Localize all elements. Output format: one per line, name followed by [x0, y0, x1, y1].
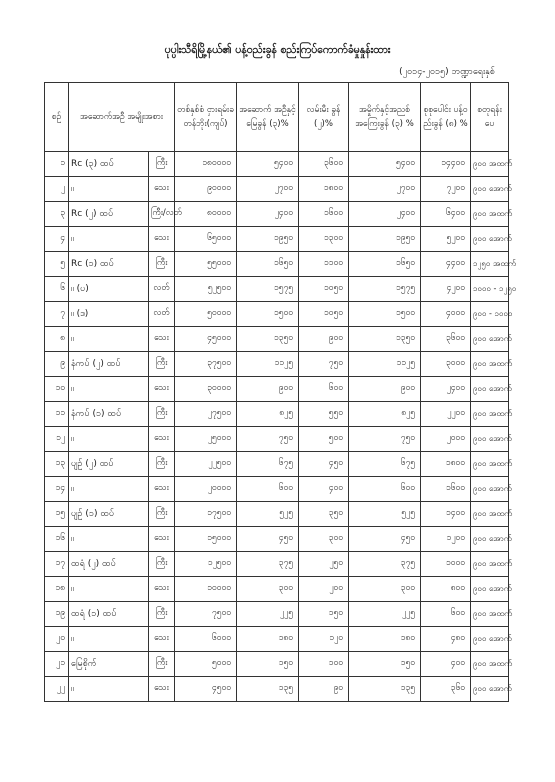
cell-square-feet: ၉၀၀ အထက်	[471, 352, 509, 377]
cell-serial: ၂၂	[45, 677, 69, 702]
cell-size-class: သေး	[149, 377, 175, 402]
cell-conservancy-tax: ၉၀၀	[349, 377, 421, 402]
cell-total-tax: ၅၂၀၀	[421, 227, 471, 252]
cell-annual-value: ၂၇၅၀၀	[175, 402, 237, 427]
cell-conservancy-tax: ၂၂၅	[349, 602, 421, 627]
cell-conservancy-tax: ၃၀၀	[349, 577, 421, 602]
cell-street-light-tax: ၁၅၀	[299, 602, 349, 627]
cell-annual-value: ၂၅၀၀၀	[175, 427, 237, 452]
cell-total-tax: ၂၂၀၀	[421, 402, 471, 427]
cell-conservancy-tax: ၈၂၅	[349, 402, 421, 427]
header-street-light-tax: လမ်းမီး ခွန် (၂)%	[299, 83, 349, 152]
cell-square-feet: ၉၀၀ အောက်	[471, 677, 509, 702]
cell-size-class: သေး	[149, 527, 175, 552]
cell-building-land-tax: ၁၈၀	[237, 627, 299, 652]
cell-total-tax: ၃၆၀	[421, 677, 471, 702]
cell-building-land-tax: ၁၆၅၀	[237, 252, 299, 277]
cell-conservancy-tax: ၁၃၅၀	[349, 327, 421, 352]
cell-street-light-tax: ၁၁၀၀	[299, 252, 349, 277]
cell-total-tax: ၈၀၀	[421, 577, 471, 602]
table-row	[45, 552, 509, 577]
cell-size-class: သေး	[149, 677, 175, 702]
cell-square-feet: ၁၀၀၀ - ၁၂၅၀	[471, 277, 509, 302]
header-building-land-tax: အဆောက် အဦနှင့်မြေခွန် (၃)%	[237, 83, 299, 152]
cell-total-tax: ၄၂၀၀	[421, 277, 471, 302]
cell-annual-value: ၃၀၀၀၀	[175, 377, 237, 402]
cell-annual-value: ၁၀၀၀၀	[175, 577, 237, 602]
cell-size-class: သေး	[149, 427, 175, 452]
cell-total-tax: ၇၂၀၀	[421, 177, 471, 202]
cell-square-feet: ၉၀၀ အောက်	[471, 577, 509, 602]
cell-total-tax: ၂၄၀၀	[421, 377, 471, 402]
table-row	[45, 527, 509, 552]
cell-annual-value: ၅၂၅၀၀	[175, 277, 237, 302]
cell-serial: ၅	[45, 252, 69, 277]
cell-building-land-tax: ၁၅၀၀	[237, 302, 299, 327]
cell-street-light-tax: ၄၀၀	[299, 477, 349, 502]
table-row	[45, 652, 509, 677]
table-row	[45, 502, 509, 527]
cell-building-land-tax: ၆၀၀	[237, 477, 299, 502]
cell-building-type: ။ (ဒ)	[69, 302, 149, 327]
cell-size-class: လတ်	[149, 302, 175, 327]
cell-building-type: ။ (ပ)	[69, 277, 149, 302]
cell-size-class: သေး	[149, 227, 175, 252]
cell-annual-value: ၄၅၀၀၀	[175, 327, 237, 352]
document-title: ပုပ္ပါးသီရိမြို့နယ်၏ ပန့်ဝည်းခွန် စည်းကြပ်ကောက်ခံမှုနှုန်းထား	[164, 44, 391, 56]
cell-building-type: နံကပ် (၁) ထပ်	[69, 402, 149, 427]
cell-building-type: ပျဉ် (၁) ထပ်	[69, 502, 149, 527]
cell-street-light-tax: ၃၅၀	[299, 502, 349, 527]
cell-conservancy-tax: ၁၃၅	[349, 677, 421, 702]
cell-street-light-tax: ၃၆၀၀	[299, 152, 349, 177]
cell-square-feet: ၉၀၀ အောက်	[471, 427, 509, 452]
cell-total-tax: ၄၀၀	[421, 652, 471, 677]
cell-annual-value: ၁၇၅၀၀	[175, 502, 237, 527]
cell-total-tax: ၁၈၀၀	[421, 452, 471, 477]
cell-total-tax: ၄၄၀၀	[421, 252, 471, 277]
cell-street-light-tax: ၁၀၅၀	[299, 277, 349, 302]
cell-serial: ၁၀	[45, 377, 69, 402]
cell-building-land-tax: ၆၇၅	[237, 452, 299, 477]
cell-conservancy-tax: ၅၂၅	[349, 502, 421, 527]
cell-total-tax: ၁၀၀၀	[421, 552, 471, 577]
tax-rate-table	[44, 82, 517, 702]
cell-conservancy-tax: ၁၁၂၅	[349, 352, 421, 377]
cell-size-class: သေး	[149, 577, 175, 602]
cell-annual-value: ၈၀၀၀၀	[175, 202, 237, 227]
cell-size-class: ကြီး	[149, 152, 175, 177]
cell-serial: ၃	[45, 202, 69, 227]
table-header-row	[45, 83, 509, 152]
cell-conservancy-tax: ၇၅၀	[349, 427, 421, 452]
cell-size-class: ကြီး/လတ်	[149, 202, 175, 227]
cell-size-class: ကြီး	[149, 602, 175, 627]
cell-building-type: နံကပ် (၂) ထပ်	[69, 352, 149, 377]
cell-serial: ၆	[45, 277, 69, 302]
cell-annual-value: ၅၀၀၀၀	[175, 302, 237, 327]
cell-street-light-tax: ၆၀၀	[299, 377, 349, 402]
cell-total-tax: ၁၄၄၀၀	[421, 152, 471, 177]
cell-building-type: ။	[69, 377, 149, 402]
cell-conservancy-tax: ၁၈၀	[349, 627, 421, 652]
cell-square-feet: ၉၀၀ အောက်	[471, 527, 509, 552]
cell-total-tax: ၂၀၀၀	[421, 427, 471, 452]
cell-serial: ၁	[45, 152, 69, 177]
cell-size-class: လတ်	[149, 277, 175, 302]
cell-building-land-tax: ၉၀၀	[237, 377, 299, 402]
header-building-type: အဆောက်အဦ အမျိုးအစား	[69, 83, 175, 152]
cell-serial: ၁၅	[45, 502, 69, 527]
cell-street-light-tax: ၉၀	[299, 677, 349, 702]
cell-serial: ၂၁	[45, 652, 69, 677]
cell-size-class: ကြီး	[149, 552, 175, 577]
cell-annual-value: ၁၅၀၀၀	[175, 527, 237, 552]
cell-building-type: ။	[69, 227, 149, 252]
cell-building-type: ။	[69, 527, 149, 552]
cell-street-light-tax: ၂၀၀	[299, 577, 349, 602]
cell-square-feet: ၉၀၀ အထက်	[471, 152, 509, 177]
cell-street-light-tax: ၅၅၀	[299, 402, 349, 427]
table-row	[45, 202, 509, 227]
cell-size-class: ကြီး	[149, 652, 175, 677]
table-row	[45, 377, 509, 402]
cell-size-class: ကြီး	[149, 452, 175, 477]
cell-serial: ၁၈	[45, 577, 69, 602]
header-annual-rent-value: တစ်နှစ်စံ ငှားရမ်းခ တန်ဘိုး(ကျပ်)	[175, 83, 237, 152]
cell-building-land-tax: ၂၂၅	[237, 602, 299, 627]
cell-size-class: သေး	[149, 177, 175, 202]
cell-conservancy-tax: ၁၅၀	[349, 652, 421, 677]
cell-total-tax: ၃၀၀၀	[421, 352, 471, 377]
header-total-tax: စုစုပေါင်း ပန့်ဝည်းခွန် (၈) %	[421, 83, 471, 152]
cell-street-light-tax: ၇၅၀	[299, 352, 349, 377]
cell-conservancy-tax: ၁၆၅၀	[349, 252, 421, 277]
cell-building-land-tax: ၂၄၀၀	[237, 202, 299, 227]
cell-square-feet: ၉၀၀ အထက်	[471, 452, 509, 477]
table-row	[45, 152, 509, 177]
cell-square-feet: ၁၂၅၀ အထက်	[471, 252, 509, 277]
cell-conservancy-tax: ၂၇၀၀	[349, 177, 421, 202]
cell-building-type: ။	[69, 577, 149, 602]
table-row	[45, 352, 509, 377]
cell-building-type: Rc (၃) ထပ်	[69, 152, 149, 177]
cell-street-light-tax: ၁၆၀၀	[299, 202, 349, 227]
cell-conservancy-tax: ၆၀၀	[349, 477, 421, 502]
cell-square-feet: ၉၀၀ အထက်	[471, 402, 509, 427]
cell-annual-value: ၆၅၀၀၀	[175, 227, 237, 252]
cell-square-feet: ၉၀၀ အောက်	[471, 177, 509, 202]
cell-serial: ၂	[45, 177, 69, 202]
cell-conservancy-tax: ၁၅၀၀	[349, 302, 421, 327]
cell-building-land-tax: ၅၄၀၀	[237, 152, 299, 177]
cell-size-class: သေး	[149, 477, 175, 502]
cell-building-land-tax: ၃၀၀	[237, 577, 299, 602]
cell-conservancy-tax: ၂၄၀၀	[349, 202, 421, 227]
cell-square-feet: ၉၀၀ အောက်	[471, 627, 509, 652]
cell-annual-value: ၄၅၀၀	[175, 677, 237, 702]
cell-size-class: ကြီး	[149, 402, 175, 427]
cell-size-class: ကြီး	[149, 352, 175, 377]
cell-total-tax: ၆၀၀	[421, 602, 471, 627]
cell-serial: ၇	[45, 302, 69, 327]
cell-serial: ၁၃	[45, 452, 69, 477]
cell-building-type: ထရံ (၁) ထပ်	[69, 602, 149, 627]
cell-annual-value: ၅၀၀၀	[175, 652, 237, 677]
cell-building-land-tax: ၂၇၀၀	[237, 177, 299, 202]
cell-building-land-tax: ၁၃၅	[237, 677, 299, 702]
table-row	[45, 302, 509, 327]
cell-building-type: မြေစိုက်	[69, 652, 149, 677]
cell-conservancy-tax: ၆၇၅	[349, 452, 421, 477]
cell-building-land-tax: ၇၅၀	[237, 427, 299, 452]
cell-street-light-tax: ၂၅၀	[299, 552, 349, 577]
cell-conservancy-tax: ၁၅၇၅	[349, 277, 421, 302]
cell-serial: ၁၆	[45, 527, 69, 552]
cell-building-type: ။	[69, 177, 149, 202]
cell-street-light-tax: ၉၀၀	[299, 327, 349, 352]
table-row	[45, 452, 509, 477]
header-no: စဉ်	[45, 83, 69, 152]
cell-building-land-tax: ၄၅၀	[237, 527, 299, 552]
cell-size-class: သေး	[149, 327, 175, 352]
cell-conservancy-tax: ၃၇၅	[349, 552, 421, 577]
cell-square-feet: ၉၀၀ - ၁၀၀၀	[471, 302, 509, 327]
cell-building-land-tax: ၃၇၅	[237, 552, 299, 577]
table-row	[45, 327, 509, 352]
cell-annual-value: ၆၀၀၀	[175, 627, 237, 652]
cell-annual-value: ၁၈၀၀၀၀	[175, 152, 237, 177]
cell-street-light-tax: ၁၃၀၀	[299, 227, 349, 252]
table-row	[45, 177, 509, 202]
cell-street-light-tax: ၁၈၀၀	[299, 177, 349, 202]
cell-serial: ၁၇	[45, 552, 69, 577]
cell-total-tax: ၁၂၀၀	[421, 527, 471, 552]
cell-building-land-tax: ၁၁၂၅	[237, 352, 299, 377]
cell-annual-value: ၅၅၀၀၀	[175, 252, 237, 277]
cell-serial: ၈	[45, 327, 69, 352]
table-row	[45, 277, 509, 302]
cell-building-type: ပျဉ် (၂) ထပ်	[69, 452, 149, 477]
cell-conservancy-tax: ၁၉၅၀	[349, 227, 421, 252]
cell-building-land-tax: ၁၉၅၀	[237, 227, 299, 252]
fiscal-year-label: (၂၀၁၄-၂၀၁၅) ဘဏ္ဍာရေးနှစ်	[399, 67, 495, 77]
cell-total-tax: ၄၈၀	[421, 627, 471, 652]
cell-annual-value: ၉၀၀၀၀	[175, 177, 237, 202]
cell-serial: ၄	[45, 227, 69, 252]
cell-conservancy-tax: ၄၅၀	[349, 527, 421, 552]
cell-street-light-tax: ၄၅၀	[299, 452, 349, 477]
cell-square-feet: ၉၀၀ အထက်	[471, 602, 509, 627]
cell-street-light-tax: ၁၀၅၀	[299, 302, 349, 327]
cell-building-land-tax: ၁၃၅၀	[237, 327, 299, 352]
cell-serial: ၁၁	[45, 402, 69, 427]
cell-building-type: ။	[69, 677, 149, 702]
cell-street-light-tax: ၃၀၀	[299, 527, 349, 552]
cell-building-type: ။	[69, 327, 149, 352]
cell-serial: ၁၉	[45, 602, 69, 627]
table-row	[45, 677, 509, 702]
cell-serial: ၁၄	[45, 477, 69, 502]
cell-square-feet: ၉၀၀ အထက်	[471, 652, 509, 677]
cell-square-feet: ၉၀၀ အောက်	[471, 477, 509, 502]
cell-building-type: ။	[69, 627, 149, 652]
cell-square-feet: ၉၀၀ အထက်	[471, 502, 509, 527]
cell-serial: ၁၂	[45, 427, 69, 452]
cell-square-feet: ၉၀၀ အောက်	[471, 377, 509, 402]
cell-street-light-tax: ၅၀၀	[299, 427, 349, 452]
table-row	[45, 402, 509, 427]
table-row	[45, 227, 509, 252]
cell-serial: ၂၀	[45, 627, 69, 652]
cell-building-land-tax: ၈၂၅	[237, 402, 299, 427]
cell-square-feet: ၉၀၀ အထက်	[471, 552, 509, 577]
cell-street-light-tax: ၁၂၀	[299, 627, 349, 652]
cell-annual-value: ၃၇၅၀၀	[175, 352, 237, 377]
cell-building-type: ။	[69, 427, 149, 452]
cell-total-tax: ၁၆၀၀	[421, 477, 471, 502]
cell-annual-value: ၂၀၀၀၀	[175, 477, 237, 502]
cell-size-class: သေး	[149, 627, 175, 652]
cell-annual-value: ၁၂၅၀၀	[175, 552, 237, 577]
header-square-feet: စတုရန်းပေ	[471, 83, 509, 152]
cell-size-class: ကြီး	[149, 252, 175, 277]
cell-size-class: ကြီး	[149, 502, 175, 527]
cell-square-feet: ၉၀၀ အောက်	[471, 227, 509, 252]
cell-building-land-tax: ၁၅၀	[237, 652, 299, 677]
cell-street-light-tax: ၁၀၀	[299, 652, 349, 677]
cell-square-feet: ၉၀၀ အောက်	[471, 327, 509, 352]
table-row	[45, 477, 509, 502]
cell-building-land-tax: ၁၅၇၅	[237, 277, 299, 302]
cell-building-type: ထရံ (၂) ထပ်	[69, 552, 149, 577]
cell-total-tax: ၄၀၀၀	[421, 302, 471, 327]
cell-square-feet: ၉၀၀ အထက်	[471, 202, 509, 227]
table-row	[45, 627, 509, 652]
table-row	[45, 602, 509, 627]
cell-total-tax: ၆၄၀၀	[421, 202, 471, 227]
cell-building-type: Rc (၁) ထပ်	[69, 252, 149, 277]
table-row	[45, 577, 509, 602]
cell-annual-value: ၇၅၀၀	[175, 602, 237, 627]
table-row	[45, 252, 509, 277]
cell-building-type: ။	[69, 477, 149, 502]
header-conservancy-tax: အမှိုက်နှင့်အညစ် အကြေးခွန် (၃) %	[349, 83, 421, 152]
cell-total-tax: ၁၄၀၀	[421, 502, 471, 527]
cell-annual-value: ၂၂၅၀၀	[175, 452, 237, 477]
cell-conservancy-tax: ၅၄၀၀	[349, 152, 421, 177]
cell-building-land-tax: ၅၂၅	[237, 502, 299, 527]
cell-serial: ၉	[45, 352, 69, 377]
table-row	[45, 427, 509, 452]
cell-building-type: Rc (၂) ထပ်	[69, 202, 149, 227]
cell-total-tax: ၃၆၀၀	[421, 327, 471, 352]
